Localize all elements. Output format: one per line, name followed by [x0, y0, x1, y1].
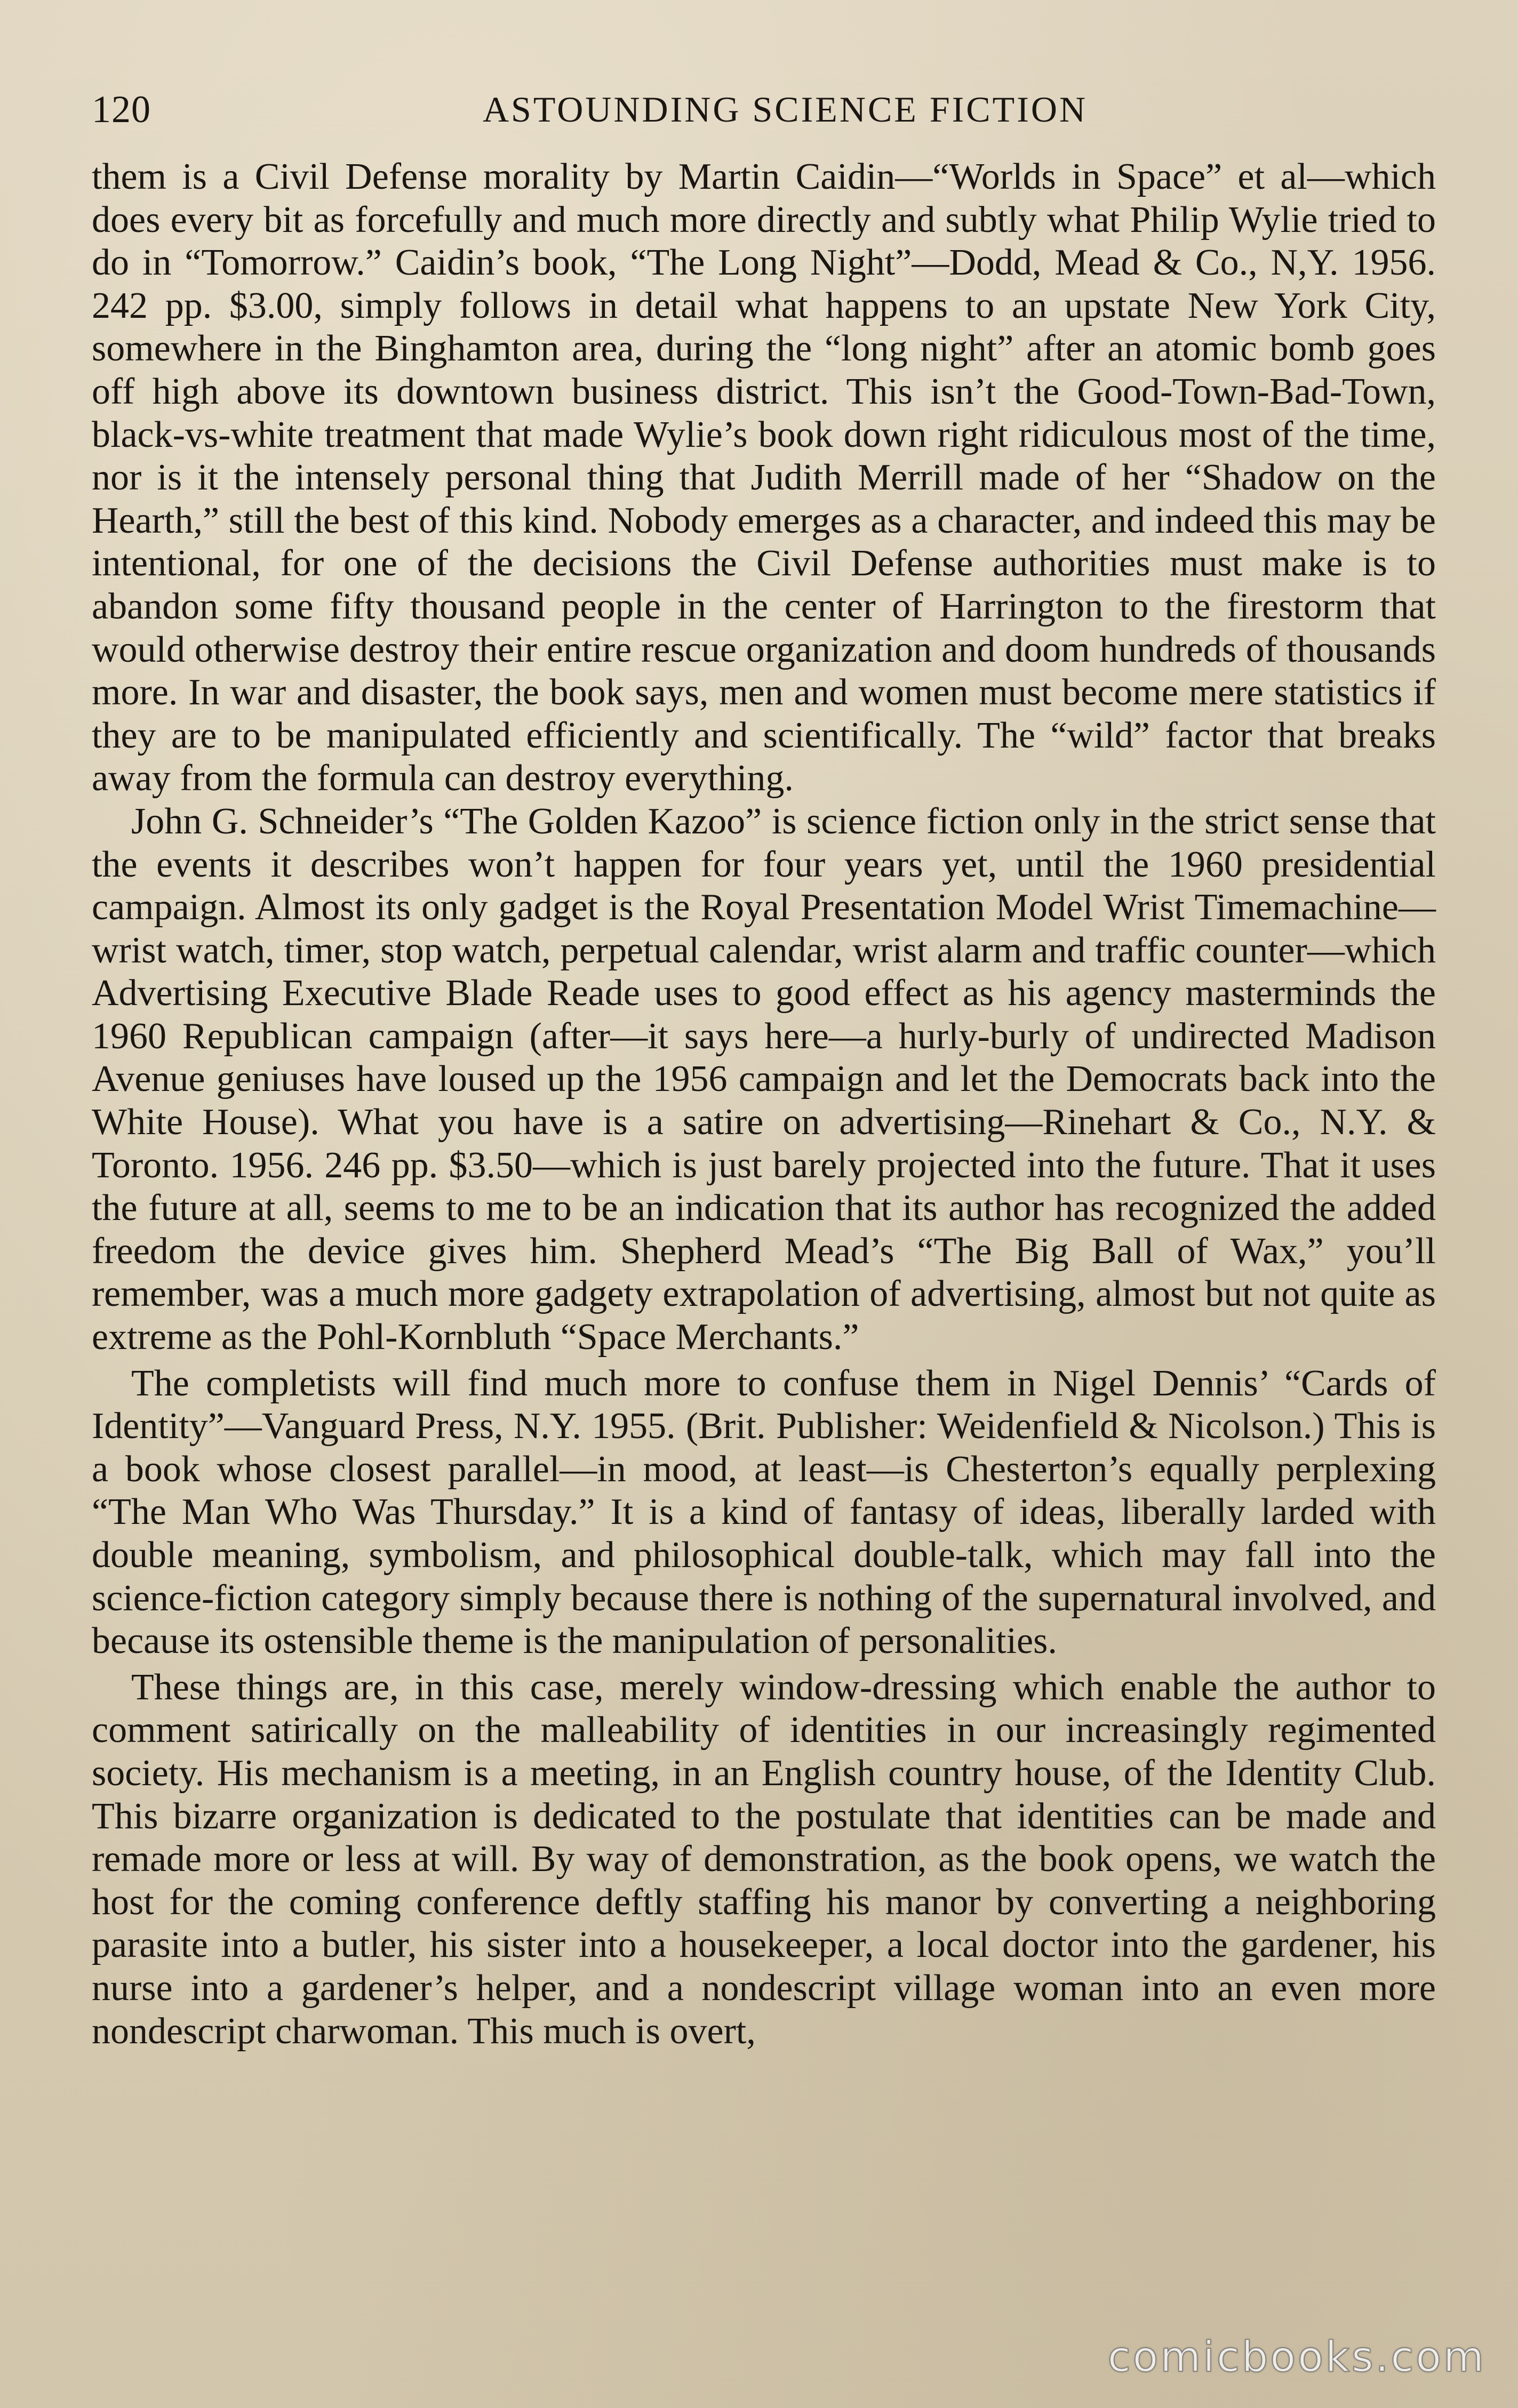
page-header — [92, 80, 1436, 139]
page-number: 120 — [92, 88, 151, 131]
paragraph-4: These things are, in this case, merely window-dressing which enable the author to comment satirically on the malleability of identities in our increasingly regimented society. His mechanism is a meeting, in an English country house, of the Identity Club. This bizarre organization is dedicated to the postulate that identities can be made and remade more or less at will. By way of demonstration, as the book opens, we watch the host for the coming conference deftly staffing his manor by converting a neighboring parasite into a butler, his sister into a housekeeper, a local doctor into the gardener, his nurse into a gardener’s helper, and a nondescript village woman into an even more nondescript charwoman. This much is overt, — [92, 1666, 1436, 2052]
article-body — [92, 156, 1436, 2053]
watermark: comicbooks.com — [1107, 2333, 1486, 2381]
running-head: ASTOUNDING SCIENCE FICTION — [482, 89, 1088, 130]
paragraph-2: John G. Schneider’s “The Golden Kazoo” is science fiction only in the strict sense that the events it describes won’t happen for four years yet, until the 1960 presidential campaign. Almost its only gadget is the Royal Presentation Model Wrist Timemachine—wrist watch, timer, stop watch, perpetual calendar, wrist alarm and traffic counter—which Advertising Executive Blade Reade uses to good effect as his agency masterminds the 1960 Republican campaign (after—it says here—a hurly-burly of undirected Madison Avenue geniuses have loused up the 1956 campaign and let the Democrats back into the White House). What you have is a satire on advertising—Rinehart & Co., N.Y. & Toronto. 1956. 246 pp. $3.50—which is just barely projected into the future. That it uses the future at all, seems to me to be an indication that its author has recognized the added freedom the device gives him. Shepherd Mead’s “The Big Ball of Wax,” you’ll remember, was a much more gadgety extrapolation of advertising, almost but not quite as extreme as the Pohl-Kornbluth “Space Merchants.” — [92, 800, 1436, 1358]
paragraph-3: The completists will find much more to confuse them in Nigel Dennis’ “Cards of Identity”—Vanguard Press, N.Y. 1955. (Brit. Publisher: Weidenfield & Nicolson.) This is a book whose closest parallel—in mood, at least—is Chesterton’s equally perplexing “The Man Who Was Thursday.” It is a kind of fantasy of ideas, liberally larded with double meaning, symbolism, and philosophical double-talk, which may fall into the science-fiction category simply because there is nothing of the supernatural involved, and because its ostensible theme is the manipulation of personalities. — [92, 1362, 1436, 1662]
paragraph-1: them is a Civil Defense morality by Martin Caidin—“Worlds in Space” et al—which does every bit as forcefully and much more directly and subtly what Philip Wylie tried to do in “Tomorrow.” Caidin’s book, “The Long Night”—Dodd, Mead & Co., N,Y. 1956. 242 pp. $3.00, simply follows in detail what happens to an upstate New York City, somewhere in the Binghamton area, during the “long night” after an atomic bomb goes off high above its downtown business district. This isn’t the Good-Town-Bad-Town, black-vs-white treatment that made Wylie’s book down right ridiculous most of the time, nor is it the intensely personal thing that Judith Merrill made of her “Shadow on the Hearth,” still the best of this kind. Nobody emerges as a character, and indeed this may be intentional, for one of the decisions the Civil Defense authorities must make is to abandon some fifty thousand people in the center of Harrington to the firestorm that would otherwise destroy their entire rescue organization and doom hundreds of thousands more. In war and disaster, the book says, men and women must become mere statistics if they are to be manipulated efficiently and scientifically. The “wild” factor that breaks away from the formula can destroy everything. — [92, 156, 1436, 799]
